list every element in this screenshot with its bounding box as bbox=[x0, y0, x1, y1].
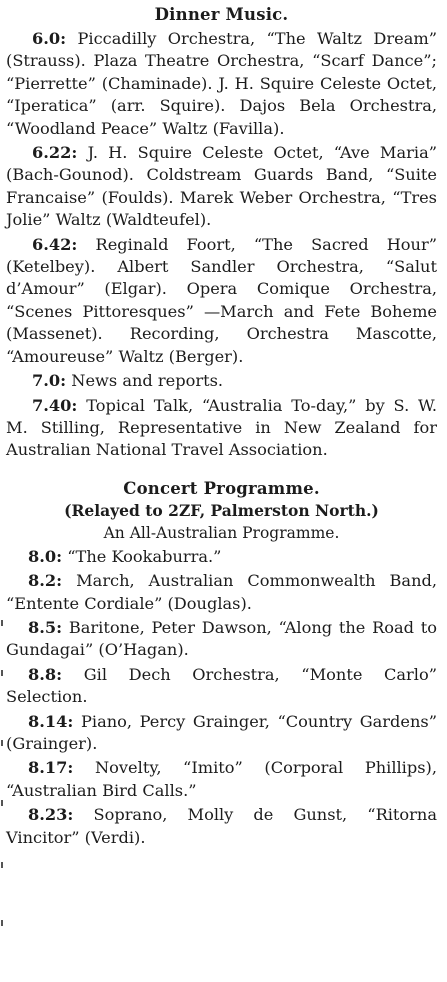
item-time: 8.0: bbox=[28, 546, 63, 566]
concert-programme-heading: Concert Programme. bbox=[123, 478, 320, 498]
item-text: Baritone, Peter Dawson, “Along the Road to Gundagai” (O’Hagan). bbox=[6, 617, 437, 660]
relay-note: (Relayed to 2ZF, Palmerston North.) bbox=[64, 500, 379, 520]
item-text: J. H. Squire Celeste Octet, “Ave Maria” (Bach-Gounod). Coldstream Guards Band, “Suite Francaise” (Foulds). Marek Weber Orchestra, “Tres Jolie” Waltz (Waldteufel). bbox=[6, 143, 437, 230]
item-time: 8.14: bbox=[28, 711, 74, 731]
rule-mark bbox=[1, 800, 3, 806]
programme-subtitle: An All-Australian Programme. bbox=[103, 523, 340, 542]
item-text: Soprano, Molly de Gunst, “Ritorna Vincitor” (Verdi). bbox=[6, 805, 437, 847]
item-time: 8.8: bbox=[28, 664, 63, 684]
programme-item bbox=[6, 232, 437, 368]
section-gap bbox=[6, 462, 437, 478]
item-text: Reginald Foort, “The Sacred Hour” (Ketelbey). Albert Sandler Orchestra, “Salut d’Amour” (Elgar). Opera Comique Orchestra, “Scenes Pittoresques” —March and Fete Boheme (Massenet). Recording, Orchestra Mascotte, “Amoureuse” Waltz (Berger). bbox=[6, 234, 437, 366]
programme-item bbox=[6, 368, 437, 392]
programme-item bbox=[6, 140, 437, 232]
item-text: Piccadilly Orchestra, “The Waltz Dream” (Strauss). Plaza Theatre Orchestra, “Scarf Dance”; “Pierrette” (Chaminade). J. H. Squire Celeste Octet, “Iperatica” (arr. Squire). Dajos Bela Orchestra, “Woodland Peace” Waltz (Favilla). bbox=[6, 29, 437, 138]
rule-mark bbox=[1, 920, 3, 926]
item-text: “The Kookaburra.” bbox=[62, 546, 222, 566]
programme-item bbox=[6, 26, 437, 140]
item-time: 6.0: bbox=[32, 29, 67, 48]
programme-item bbox=[6, 393, 437, 462]
item-text: Gil Dech Orchestra, “Monte Carlo” Selection. bbox=[6, 664, 437, 707]
item-text: March, Australian Commonwealth Band, “Entente Cordiale” (Douglas). bbox=[6, 571, 437, 613]
item-text: Topical Talk, “Australia To-day,” by S. W. M. Stilling, Representative in New Zealand for Australian National Travel Association. bbox=[6, 395, 437, 460]
dinner-music-heading: Dinner Music. bbox=[154, 5, 289, 24]
item-text: Novelty, “Imito” (Corporal Phillips), “Australian Bird Calls.” bbox=[6, 758, 437, 800]
programme-item bbox=[6, 568, 437, 615]
programme-item bbox=[6, 662, 437, 709]
programme-item bbox=[6, 755, 437, 802]
rule-mark bbox=[1, 740, 3, 746]
item-time: 7.40: bbox=[32, 395, 78, 415]
item-time: 6.42: bbox=[32, 234, 78, 254]
item-time: 6.22: bbox=[32, 143, 78, 163]
item-text: Piano, Percy Grainger, “Country Gardens” (Grainger). bbox=[6, 711, 437, 753]
item-text: News and reports. bbox=[66, 371, 224, 391]
item-time: 8.2: bbox=[28, 571, 63, 591]
programme-item bbox=[6, 802, 437, 849]
item-time: 7.0: bbox=[32, 371, 67, 391]
item-time: 8.23: bbox=[28, 805, 74, 825]
item-time: 8.17: bbox=[28, 758, 74, 778]
item-time: 8.5: bbox=[28, 617, 63, 637]
programme-item bbox=[6, 615, 437, 662]
programme-item bbox=[6, 544, 437, 568]
programme-item bbox=[6, 709, 437, 756]
rule-mark bbox=[1, 670, 3, 676]
rule-mark bbox=[1, 620, 3, 626]
rule-mark bbox=[1, 862, 3, 868]
